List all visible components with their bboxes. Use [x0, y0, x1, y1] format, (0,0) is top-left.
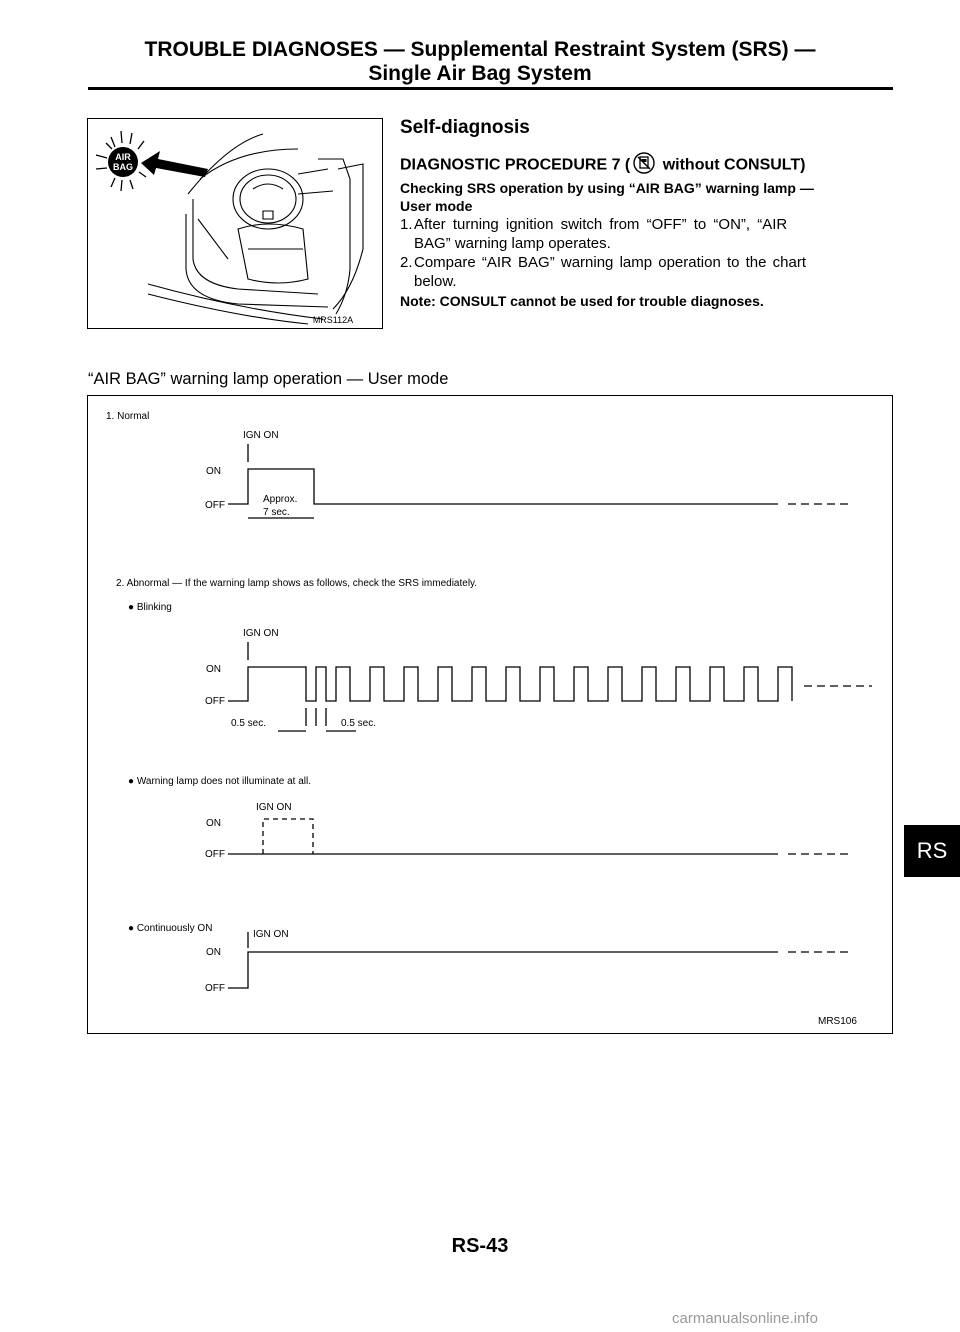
off-label: OFF [205, 500, 225, 511]
airbag-illustration-frame [87, 118, 383, 329]
off-label-3: OFF [205, 849, 225, 860]
car-interior-sketch [148, 134, 363, 324]
no-illumination-label: ● Warning lamp does not illuminate at all. [128, 776, 311, 787]
note-text: Note: CONSULT cannot be used for trouble diagnoses. [400, 293, 764, 309]
timing-chart [88, 396, 891, 1032]
half-sec-ticks [306, 708, 326, 726]
on-label-3: ON [206, 818, 221, 829]
subheading-line2: User mode [400, 198, 473, 214]
arrow-icon [141, 151, 208, 177]
step1-number: 1. [400, 216, 413, 233]
page-title-line2: Single Air Bag System [368, 62, 592, 85]
step2-line2: below. [414, 273, 457, 290]
seven-sec-label: 7 sec. [263, 507, 290, 518]
on-label: ON [206, 466, 221, 477]
section-tab-rs[interactable]: RS [904, 825, 960, 877]
subheading-line1: Checking SRS operation by using “AIR BAG” warning lamp — [400, 180, 814, 196]
half-sec-label-2: 0.5 sec. [341, 718, 377, 729]
dashboard-illustration [88, 119, 381, 327]
waveforms [228, 444, 872, 988]
ign-on-label: IGN ON [243, 430, 279, 441]
page-title-line1: TROUBLE DIAGNOSES — Supplemental Restraint System (SRS) — [144, 38, 816, 61]
consult-icon [633, 152, 655, 179]
step1-line1: After turning ignition switch from “OFF” to “ON”, “AIR [414, 216, 788, 233]
off-label-2: OFF [205, 696, 225, 707]
figure-code: MRS112A [312, 315, 354, 325]
ign-on-label-4: IGN ON [253, 929, 289, 940]
on-label-2: ON [206, 664, 221, 675]
continuous-label: ● Continuously ON [128, 923, 213, 934]
on-label-4: ON [206, 947, 221, 958]
procedure-suffix: without CONSULT) [658, 156, 806, 174]
badge-text-line1: AIR [115, 152, 131, 162]
header-rule [88, 87, 893, 90]
normal-label: 1. Normal [106, 411, 150, 422]
normal-waveform [228, 469, 778, 504]
blinking-waveform [228, 667, 792, 701]
chart-code: MRS106 [818, 1016, 857, 1027]
page-number: RS-43 [451, 1235, 509, 1257]
timing-chart-frame [87, 395, 893, 1034]
half-sec-label-1: 0.5 sec. [231, 718, 267, 729]
procedure-prefix: DIAGNOSTIC PROCEDURE 7 ( [400, 156, 631, 174]
approx-label: Approx. [263, 494, 298, 505]
ign-on-label-2: IGN ON [243, 628, 279, 639]
badge-text-line2: BAG [113, 162, 133, 172]
ign-on-label-3: IGN ON [256, 802, 292, 813]
abnormal-label: 2. Abnormal — If the warning lamp shows as follows, check the SRS immediately. [116, 578, 478, 589]
procedure-heading [400, 152, 805, 179]
step2-number: 2. [400, 254, 413, 271]
continuous-waveform [228, 952, 778, 988]
step2-line1: Compare “AIR BAG” warning lamp operation to the chart [414, 254, 807, 271]
section-heading: Self-diagnosis [400, 117, 530, 138]
chart-caption: “AIR BAG” warning lamp operation — User mode [88, 370, 449, 388]
step1-line2: BAG” warning lamp operates. [414, 235, 611, 252]
no-illumination-expected-on [263, 819, 313, 854]
watermark: carmanualsonline.info [672, 1310, 818, 1327]
blinking-label: ● Blinking [128, 602, 172, 613]
off-label-4: OFF [205, 983, 225, 994]
